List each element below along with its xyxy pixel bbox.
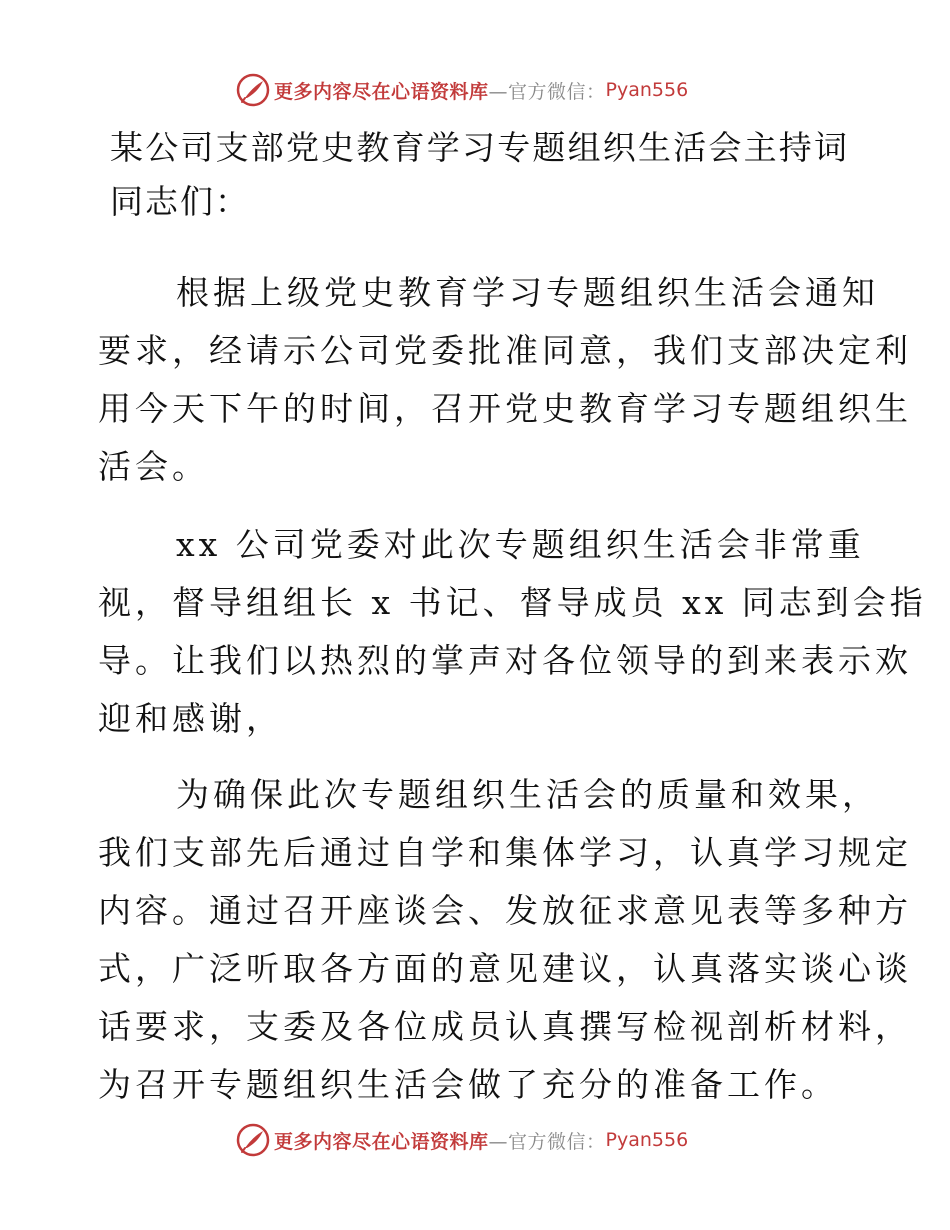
salutation: 同志们：	[110, 182, 250, 221]
paragraph-line: 视，督导组组长 x 书记、督导成员 xx 同志到会指	[98, 583, 927, 622]
paragraph-line: 根据上级党史教育学习专题组织生活会通知	[176, 273, 879, 312]
paragraph-line: xx 公司党委对此次专题组织生活会非常重	[176, 525, 865, 564]
paragraph-line: 内容。通过召开座谈会、发放征求意见表等多种方	[98, 891, 912, 930]
paragraph-3	[98, 766, 912, 1114]
paragraph-line: 要求，经请示公司党委批准同意，我们支部决定利	[98, 331, 912, 370]
paragraph-line: 我们支部先后通过自学和集体学习，认真学习规定	[98, 833, 912, 872]
paragraph-line: 导。让我们以热烈的掌声对各位领导的到来表示欢	[98, 641, 912, 680]
watermark-separator: —官方微信：	[488, 80, 606, 103]
watermark-footer	[236, 1122, 688, 1158]
feather-pen-logo-icon	[236, 1123, 270, 1157]
paragraph-line: 式，广泛听取各方面的意见建议，认真落实谈心谈	[98, 949, 912, 988]
paragraph-line: 迎和感谢，	[98, 699, 283, 738]
paragraph-2	[98, 516, 927, 748]
paragraph-line: 话要求，支委及各位成员认真撰写检视剖析材料，	[98, 1007, 912, 1046]
paragraph-1	[98, 264, 912, 496]
paragraph-line: 活会。	[98, 447, 209, 486]
paragraph-line: 为召开专题组织生活会做了充分的准备工作。	[98, 1065, 838, 1104]
paragraph-line: 用今天下午的时间，召开党史教育学习专题组织生	[98, 389, 912, 428]
paragraph-line: 为确保此次专题组织生活会的质量和效果，	[176, 775, 879, 814]
watermark-header	[236, 72, 688, 108]
watermark-main-text: 更多内容尽在心语资料库	[274, 1130, 489, 1153]
watermark-main-text: 更多内容尽在心语资料库	[274, 80, 489, 103]
feather-pen-logo-icon	[236, 73, 270, 107]
watermark-handle: Pyan556	[605, 1129, 689, 1151]
document-title: 某公司支部党史教育学习专题组织生活会主持词	[110, 128, 850, 167]
watermark-handle: Pyan556	[605, 79, 689, 101]
watermark-separator: —官方微信：	[488, 1130, 606, 1153]
